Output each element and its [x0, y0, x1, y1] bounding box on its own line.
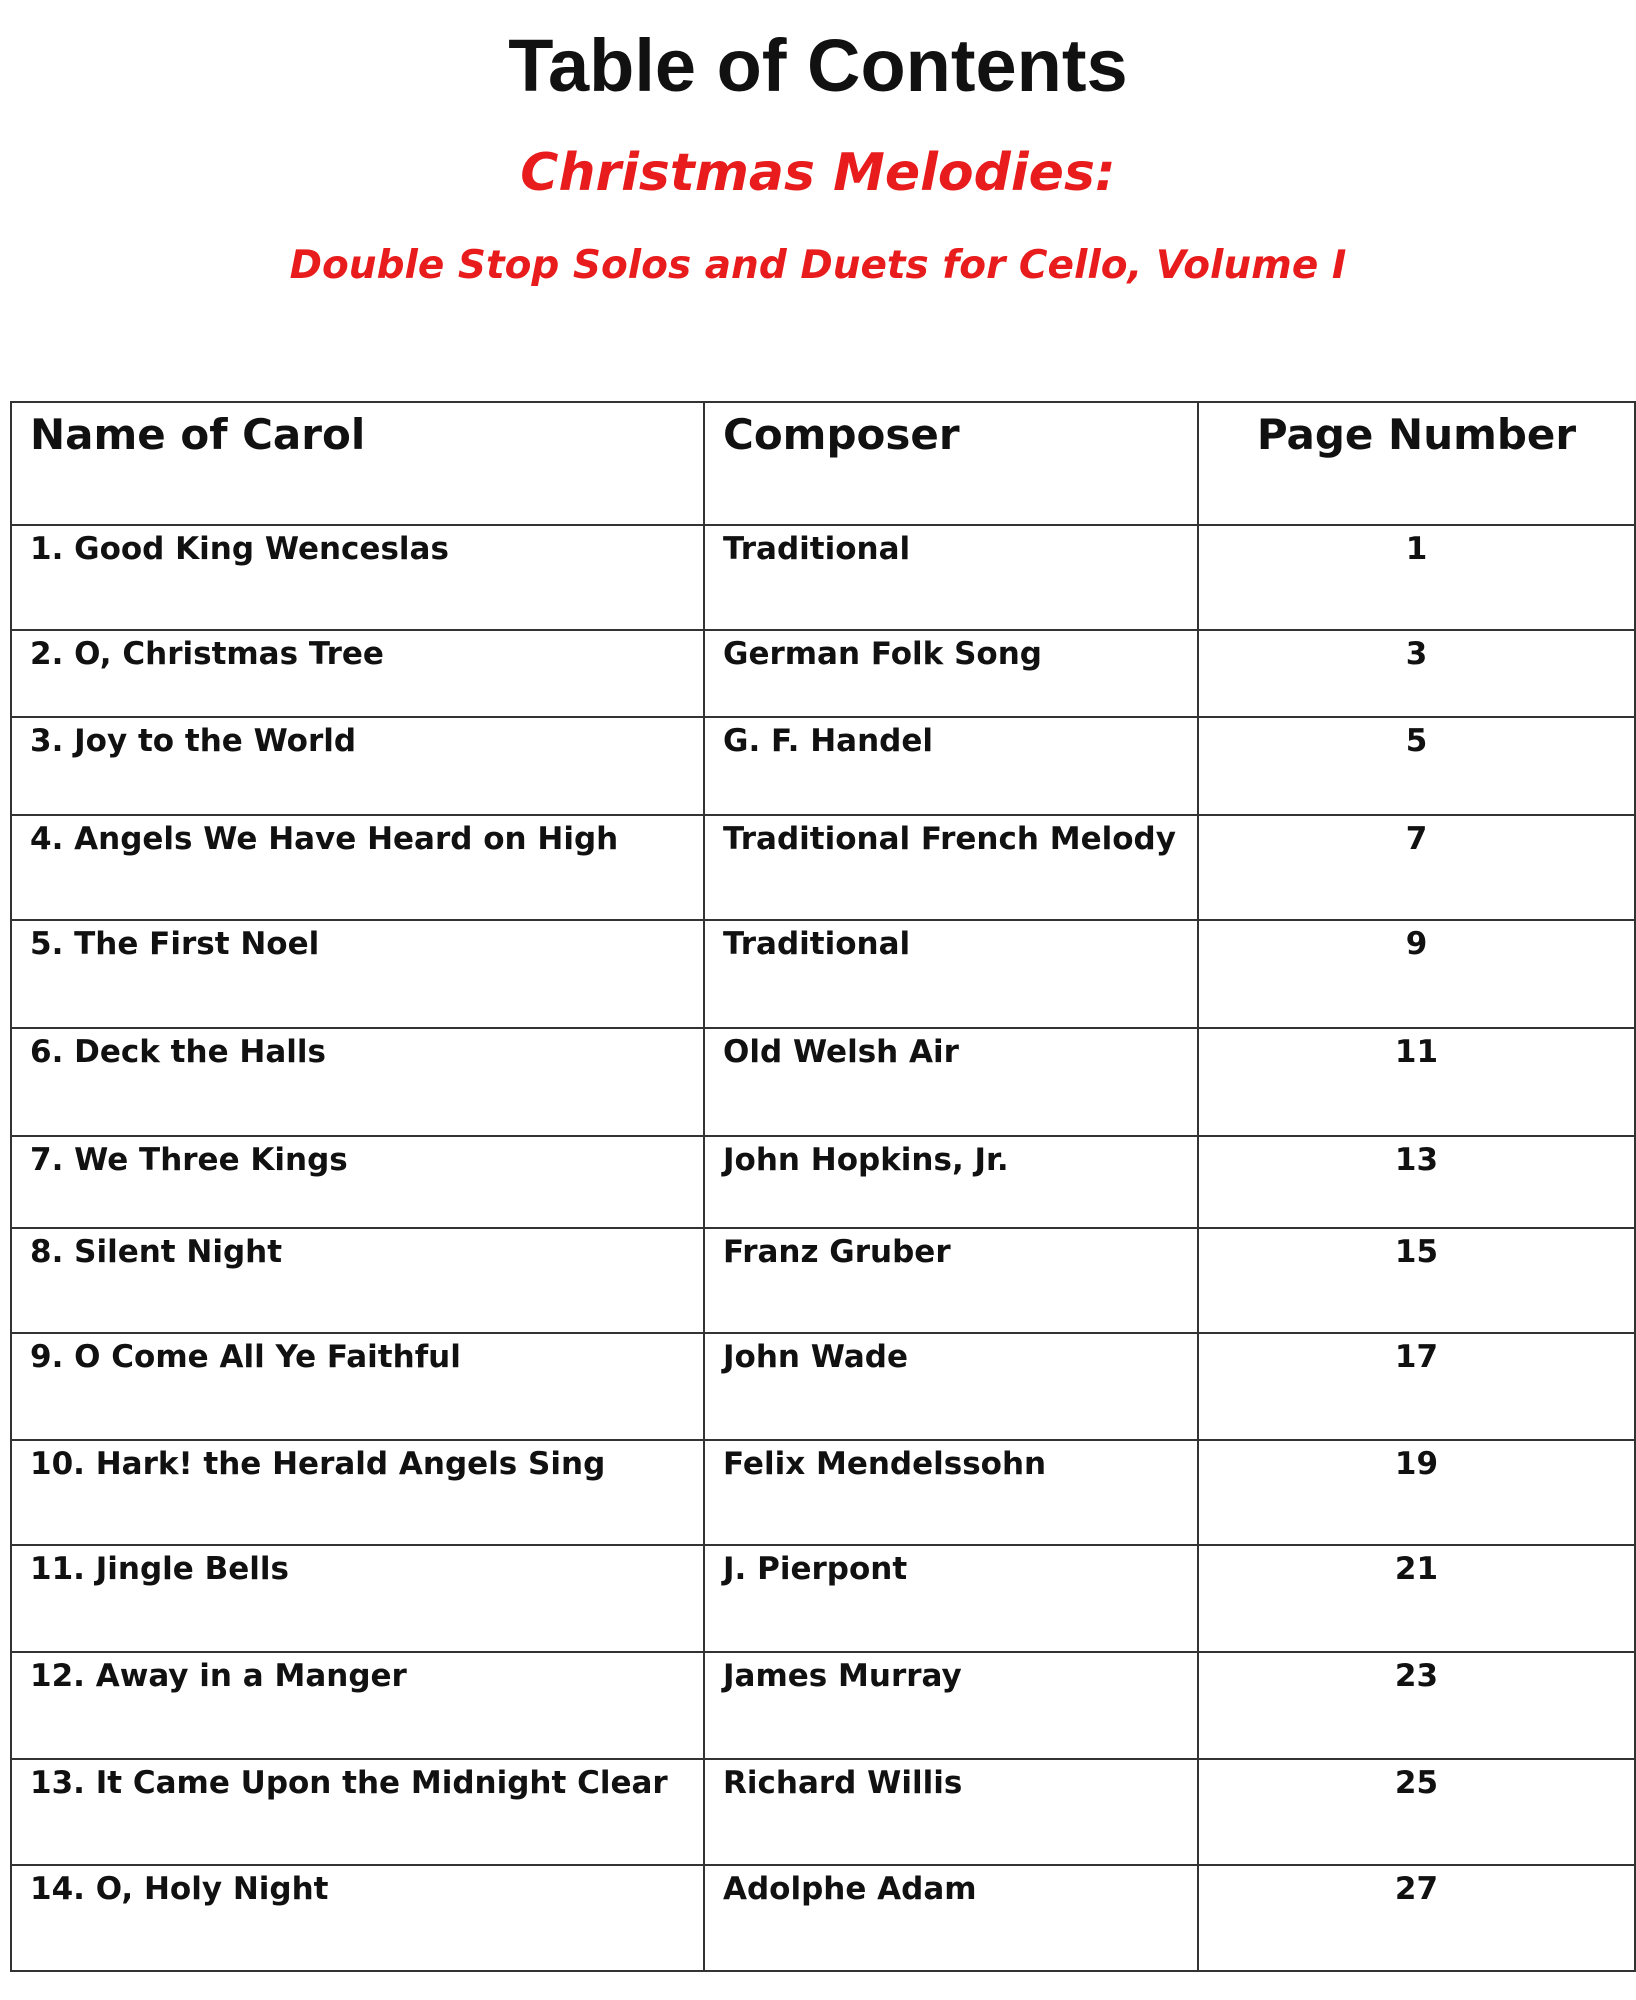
- page-number-cell-text: 23: [1394, 1658, 1439, 1694]
- table-row: [11, 1028, 1635, 1136]
- page-number-cell-text: 17: [1394, 1339, 1439, 1375]
- page-number-cell: [1198, 525, 1635, 630]
- composer-cell-text: Felix Mendelssohn: [723, 1446, 1047, 1482]
- page-number-cell: [1198, 1865, 1635, 1971]
- page-number-cell: [1198, 920, 1635, 1028]
- header-label: Composer: [723, 410, 960, 459]
- page-number-cell: [1198, 1028, 1635, 1136]
- carol-name-cell: [11, 1652, 704, 1759]
- composer-cell: [704, 1333, 1198, 1440]
- carol-name-cell-text: 1. Good King Wenceslas: [30, 531, 449, 567]
- carol-name-cell-text: 14. O, Holy Night: [30, 1871, 329, 1907]
- header-page-number: [1198, 402, 1635, 525]
- table-row: [11, 1440, 1635, 1545]
- page-number-cell-text: 9: [1405, 926, 1428, 962]
- page-number-cell: [1198, 630, 1635, 717]
- table-row: [11, 1759, 1635, 1865]
- header-name-of-carol: [11, 402, 704, 525]
- composer-cell-text: Traditional French Melody: [723, 821, 1176, 857]
- carol-name-cell-text: 12. Away in a Manger: [30, 1658, 407, 1694]
- composer-cell: [704, 1228, 1198, 1333]
- page-number-cell: [1198, 1440, 1635, 1545]
- carol-name-cell: [11, 1333, 704, 1440]
- table-row: [11, 717, 1635, 815]
- composer-cell: [704, 1759, 1198, 1865]
- table-row: [11, 1545, 1635, 1652]
- page-number-cell: [1198, 1759, 1635, 1865]
- carol-name-cell: [11, 630, 704, 717]
- composer-cell: [704, 630, 1198, 717]
- carol-name-cell: [11, 1865, 704, 1971]
- composer-cell: [704, 920, 1198, 1028]
- page-number-cell: [1198, 1652, 1635, 1759]
- table-body: [11, 525, 1635, 1971]
- header-label: Name of Carol: [30, 410, 366, 459]
- page-number-cell-text: 25: [1394, 1765, 1439, 1801]
- composer-cell-text: Traditional: [723, 531, 911, 567]
- page-number-cell: [1198, 1228, 1635, 1333]
- carol-name-cell-text: 11. Jingle Bells: [30, 1551, 289, 1587]
- carol-name-cell-text: 6. Deck the Halls: [30, 1034, 326, 1070]
- header-label: Page Number: [1256, 410, 1577, 459]
- composer-cell: [704, 1440, 1198, 1545]
- carol-name-cell-text: 7. We Three Kings: [30, 1142, 348, 1178]
- carol-name-cell-text: 5. The First Noel: [30, 926, 320, 962]
- composer-cell-text: John Wade: [723, 1339, 908, 1375]
- composer-cell: [704, 1652, 1198, 1759]
- page-number-cell-text: 1: [1405, 531, 1428, 567]
- composer-cell-text: Traditional: [723, 926, 911, 962]
- carol-name-cell: [11, 717, 704, 815]
- page-number-cell-text: 19: [1394, 1446, 1439, 1482]
- carol-name-cell-text: 9. O Come All Ye Faithful: [30, 1339, 461, 1375]
- composer-cell-text: G. F. Handel: [723, 723, 933, 759]
- composer-cell: [704, 1136, 1198, 1228]
- table-row: [11, 1865, 1635, 1971]
- page-number-cell-text: 5: [1405, 723, 1428, 759]
- page-title: Table of Contents: [508, 24, 1128, 107]
- table-row: [11, 815, 1635, 920]
- composer-cell: [704, 1865, 1198, 1971]
- composer-cell-text: Old Welsh Air: [723, 1034, 959, 1070]
- carol-name-cell: [11, 1759, 704, 1865]
- composer-cell: [704, 525, 1198, 630]
- carol-name-cell: [11, 1028, 704, 1136]
- table-header-row: [11, 402, 1635, 525]
- carol-name-cell: [11, 1228, 704, 1333]
- table-row: [11, 525, 1635, 630]
- page-number-cell: [1198, 717, 1635, 815]
- page-number-cell-text: 15: [1394, 1234, 1439, 1270]
- table-row: [11, 1333, 1635, 1440]
- page-number-cell-text: 27: [1394, 1871, 1439, 1907]
- carol-name-cell: [11, 525, 704, 630]
- carol-name-cell: [11, 1545, 704, 1652]
- book-subtitle: Double Stop Solos and Duets for Cello, Volume I: [289, 243, 1347, 288]
- composer-cell-text: James Murray: [723, 1658, 962, 1694]
- composer-cell-text: J. Pierpont: [723, 1551, 908, 1587]
- composer-cell: [704, 1545, 1198, 1652]
- composer-cell-text: German Folk Song: [723, 636, 1042, 672]
- book-title: Christmas Melodies:: [520, 143, 1116, 203]
- page-number-cell: [1198, 1333, 1635, 1440]
- page-number-cell: [1198, 815, 1635, 920]
- carol-name-cell-text: 10. Hark! the Herald Angels Sing: [30, 1446, 606, 1482]
- carol-name-cell: [11, 815, 704, 920]
- table-row: [11, 1652, 1635, 1759]
- page-number-cell: [1198, 1136, 1635, 1228]
- page-number-cell-text: 3: [1405, 636, 1428, 672]
- table-row: [11, 1136, 1635, 1228]
- composer-cell: [704, 1028, 1198, 1136]
- composer-cell: [704, 815, 1198, 920]
- composer-cell-text: Franz Gruber: [723, 1234, 951, 1270]
- carol-name-cell-text: 2. O, Christmas Tree: [30, 636, 384, 672]
- carol-name-cell: [11, 1440, 704, 1545]
- composer-cell-text: John Hopkins, Jr.: [723, 1142, 1009, 1178]
- carol-name-cell-text: 4. Angels We Have Heard on High: [30, 821, 619, 857]
- composer-cell-text: Richard Willis: [723, 1765, 963, 1801]
- page-number-cell: [1198, 1545, 1635, 1652]
- table-row: [11, 1228, 1635, 1333]
- composer-cell-text: Adolphe Adam: [723, 1871, 977, 1907]
- carol-name-cell-text: 13. It Came Upon the Midnight Clear: [30, 1765, 668, 1801]
- composer-cell: [704, 717, 1198, 815]
- carol-name-cell: [11, 1136, 704, 1228]
- page-number-cell-text: 21: [1394, 1551, 1439, 1587]
- carol-name-cell: [11, 920, 704, 1028]
- table-row: [11, 630, 1635, 717]
- carol-name-cell-text: 3. Joy to the World: [30, 723, 357, 759]
- table-row: [11, 920, 1635, 1028]
- contents-table: [10, 401, 1636, 1972]
- page-number-cell-text: 13: [1394, 1142, 1439, 1178]
- header-composer: [704, 402, 1198, 525]
- page-number-cell-text: 11: [1394, 1034, 1439, 1070]
- carol-name-cell-text: 8. Silent Night: [30, 1234, 283, 1270]
- page-number-cell-text: 7: [1405, 821, 1428, 857]
